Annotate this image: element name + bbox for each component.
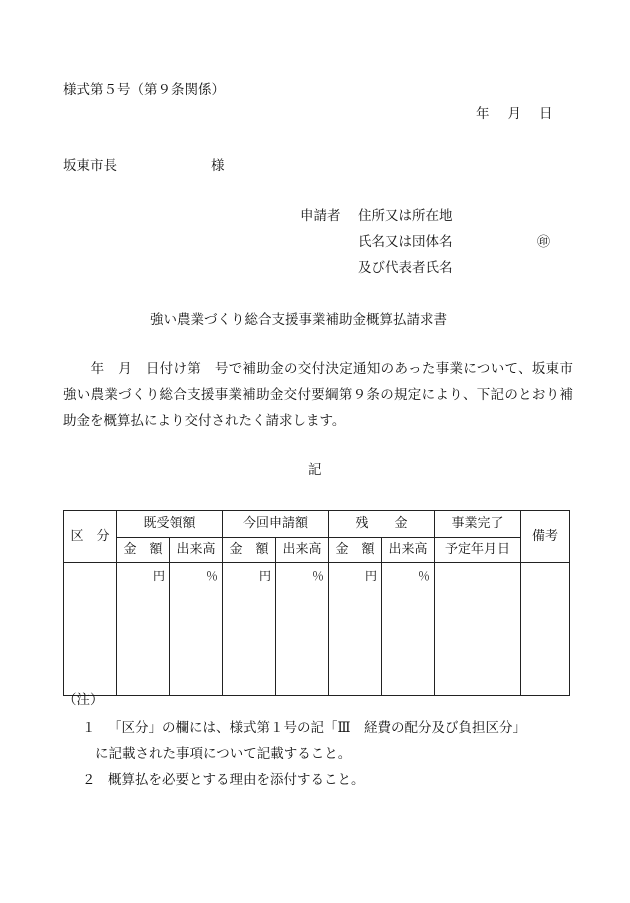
note-1-number: １	[82, 720, 96, 736]
applicant-address-label: 住所又は所在地	[358, 208, 453, 224]
sub-remaining-progress: 出来高	[382, 538, 435, 563]
form-number: 様式第５号（第９条関係）	[63, 82, 225, 98]
unit-yen: 円	[365, 569, 378, 583]
date-line	[476, 108, 553, 122]
cell-remarks[interactable]	[521, 563, 570, 696]
applicant-label: 申請者	[300, 208, 341, 224]
unit-yen: 円	[152, 569, 165, 583]
body-text: 年 月 日付け第 号で補助金の交付決定通知のあった事業について、坂東市強い農業づくり総合支援事業補助金交付要綱第９条の規定により、下記のとおり補助金を概算払により交付されたく請求します。	[63, 361, 573, 429]
note-2	[82, 774, 365, 788]
unit-percent: ％	[312, 569, 325, 583]
header-current: 今回申請額	[223, 511, 329, 538]
note-1-continued: に記載された事項について記載すること。	[95, 746, 352, 762]
cell-received-amount[interactable]	[117, 563, 170, 696]
document-title: 強い農業づくり総合支援事業補助金概算払請求書	[150, 312, 447, 328]
header-remarks: 備考	[521, 511, 570, 563]
cell-completion-date[interactable]	[435, 563, 521, 696]
sub-received-amount: 金 額	[117, 538, 170, 563]
header-completion-line1: 事業完了	[435, 511, 521, 538]
date-year: 年	[476, 106, 490, 122]
notes-heading: （注）	[63, 692, 104, 708]
cell-current-progress[interactable]	[276, 563, 329, 696]
note-1-text: 「区分」の欄には、様式第１号の記「Ⅲ 経費の配分及び負担区分」	[108, 720, 527, 736]
sub-current-amount: 金 額	[223, 538, 276, 563]
sub-received-progress: 出来高	[170, 538, 223, 563]
note-2-number: ２	[82, 772, 96, 788]
sub-current-progress: 出来高	[276, 538, 329, 563]
ki-heading: 記	[308, 462, 322, 478]
cell-remaining-amount[interactable]	[329, 563, 382, 696]
cell-category[interactable]	[64, 563, 117, 696]
sub-remaining-amount: 金 額	[329, 538, 382, 563]
unit-percent: ％	[418, 569, 431, 583]
header-remaining: 残 金	[329, 511, 435, 538]
cell-received-progress[interactable]	[170, 563, 223, 696]
header-completion-line2: 予定年月日	[435, 538, 521, 563]
applicant-representative-label: 及び代表者氏名	[358, 260, 453, 276]
addressee	[63, 158, 225, 174]
addressee-honorific: 様	[211, 158, 225, 174]
note-2-text: 概算払を必要とする理由を添付すること。	[108, 772, 365, 788]
request-table	[63, 510, 570, 696]
seal-mark: ㊞	[537, 235, 551, 250]
header-received: 既受領額	[117, 511, 223, 538]
cell-current-amount[interactable]	[223, 563, 276, 696]
date-day: 日	[539, 106, 553, 122]
date-month: 月	[507, 106, 521, 122]
unit-percent: ％	[206, 569, 219, 583]
applicant-name-label: 氏名又は団体名	[358, 234, 453, 250]
note-1	[82, 722, 526, 736]
cell-remaining-progress[interactable]	[382, 563, 435, 696]
unit-yen: 円	[259, 569, 272, 583]
addressee-name: 坂東市長	[63, 158, 117, 174]
header-category: 区 分	[64, 511, 117, 563]
